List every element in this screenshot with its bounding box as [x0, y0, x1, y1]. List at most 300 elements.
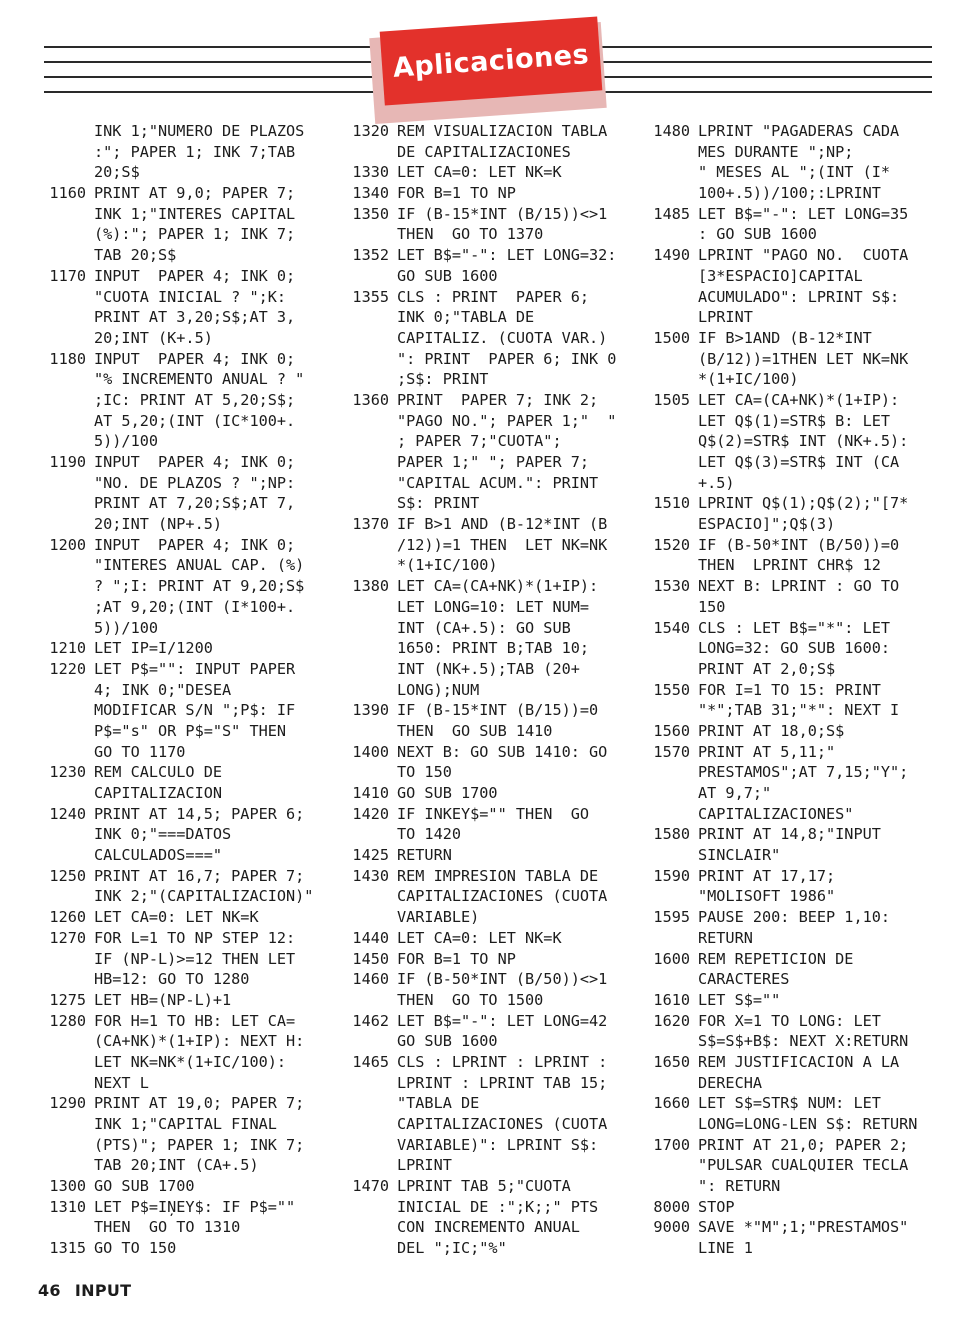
- code-line: [397, 431, 616, 452]
- code-column-1: [49, 121, 314, 1259]
- code-text: (PTS)"; PAPER 1; INK 7;: [94, 1135, 305, 1154]
- code-line: [397, 659, 616, 680]
- code-text: FOR L=1 TO NP STEP 12:: [94, 928, 296, 947]
- code-line: [397, 493, 616, 514]
- code-text: IF (NP-L)>=12 THEN LET: [94, 949, 296, 968]
- line-number: 1310: [49, 1197, 86, 1216]
- code-text: ;AT 9,20;(INT (I*100+.: [94, 597, 296, 616]
- line-number: 1420: [352, 804, 389, 823]
- code-text: LET CA=(CA+NK)*(1+IP):: [397, 577, 599, 596]
- code-text: S$: PRINT: [397, 494, 480, 513]
- code-text: "PAGO NO."; PAPER 1;" ": [397, 411, 617, 430]
- code-text: REM VISUALIZACION TABLA: [397, 122, 608, 140]
- code-line: [397, 535, 616, 556]
- code-text: INK 1;"NUMERO DE PLAZOS: [94, 122, 305, 140]
- code-line: [698, 514, 917, 535]
- code-text: GO TO 1170: [94, 742, 186, 761]
- code-text: LET NK=NK*(1+IC/100):: [94, 1052, 287, 1071]
- code-text: GO SUB 1600: [397, 266, 498, 285]
- line-number: 1340: [352, 184, 389, 203]
- code-line: [653, 949, 917, 970]
- code-text: PRINT AT 17,17;: [698, 866, 836, 885]
- code-text: REM CALCULO DE: [94, 763, 223, 782]
- code-line: [94, 576, 313, 597]
- code-line: [397, 886, 616, 907]
- code-text: DERECHA: [698, 1073, 763, 1092]
- code-line: [49, 1197, 313, 1218]
- line-number: 1530: [653, 577, 690, 596]
- page-number: 46: [38, 1281, 61, 1300]
- code-line: [352, 576, 616, 597]
- code-line: [698, 1073, 917, 1094]
- code-line: [698, 369, 917, 390]
- code-line: [94, 121, 313, 142]
- code-text: FOR X=1 TO LONG: LET: [698, 1011, 881, 1030]
- code-text: 4; INK 0;"DESEA: [94, 680, 232, 699]
- code-text: 1650: PRINT B;TAB 10;: [397, 639, 590, 658]
- code-line: [94, 783, 313, 804]
- code-line: [352, 514, 616, 535]
- code-text: CAPITALIZACIONES": [698, 804, 854, 823]
- code-line: [653, 576, 917, 597]
- line-number: 1440: [352, 928, 389, 947]
- code-line: [653, 1217, 917, 1238]
- code-line: [397, 411, 616, 432]
- code-text: NEXT L: [94, 1073, 149, 1092]
- code-line: [94, 1135, 313, 1156]
- code-line: [653, 1197, 917, 1218]
- line-number: 1240: [49, 804, 86, 823]
- code-text: CALCULADOS===": [94, 846, 223, 865]
- code-line: [653, 1011, 917, 1032]
- code-line: [352, 969, 616, 990]
- code-text: LPRINT "PAGO NO. CUOTA: [698, 246, 909, 265]
- code-line: [397, 307, 616, 328]
- code-line: [698, 1031, 917, 1052]
- code-text: MODIFICAR S/N ";P$: IF: [94, 701, 296, 720]
- code-line: [397, 618, 616, 639]
- code-text: NEXT B: GO SUB 1410: GO: [397, 742, 608, 761]
- code-line: [94, 369, 313, 390]
- code-text: *(1+IC/100): [698, 370, 799, 389]
- code-text: GO SUB 1700: [94, 1177, 195, 1196]
- code-line: [698, 162, 917, 183]
- code-line: [352, 183, 616, 204]
- code-line: [698, 307, 917, 328]
- code-line: [698, 555, 917, 576]
- code-line: [698, 183, 917, 204]
- code-text: GO SUB 1600: [397, 1032, 498, 1051]
- code-text: PAUSE 200: BEEP 1,10:: [698, 908, 891, 927]
- line-number: 1315: [49, 1239, 86, 1258]
- code-line: [397, 349, 616, 370]
- code-line: [94, 162, 313, 183]
- code-line: [352, 1052, 616, 1073]
- code-line: [94, 597, 313, 618]
- code-line: [49, 452, 313, 473]
- code-line: [94, 493, 313, 514]
- code-text: INPUT PAPER 4; INK 0;: [94, 349, 296, 368]
- code-line: [698, 597, 917, 618]
- code-line: [94, 555, 313, 576]
- code-line: [397, 369, 616, 390]
- line-number: 1280: [49, 1011, 86, 1030]
- code-text: INICIAL DE :";K;;" PTS: [397, 1197, 599, 1216]
- code-text: PRINT AT 14,5; PAPER 6;: [94, 804, 305, 823]
- line-number: 1570: [653, 742, 690, 761]
- code-line: [49, 866, 313, 887]
- code-line: [698, 1155, 917, 1176]
- code-text: INT (CA+.5): GO SUB: [397, 618, 571, 637]
- code-text: PRINT AT 3,20;S$;AT 3,: [94, 308, 296, 327]
- line-number: 1190: [49, 453, 86, 471]
- code-text: CARACTERES: [698, 970, 790, 989]
- code-text: LPRINT: [397, 1156, 452, 1175]
- code-line: [94, 1114, 313, 1135]
- code-line: [94, 142, 313, 163]
- code-line: [653, 866, 917, 887]
- line-number: 1220: [49, 659, 86, 678]
- code-text: "NO. DE PLAZOS ? ";NP:: [94, 473, 296, 492]
- code-line: [698, 431, 917, 452]
- code-text: LET CA=0: LET NK=K: [397, 163, 562, 182]
- code-text: IF B>1 AND (B-12*INT (B: [397, 515, 608, 534]
- code-text: (B/12))=1THEN LET NK=NK: [698, 349, 909, 368]
- code-line: [698, 1114, 917, 1135]
- line-number: 1465: [352, 1052, 389, 1071]
- code-text: IF (B-50*INT (B/50))=0: [698, 535, 900, 554]
- code-text: CLS : PRINT PAPER 6;: [397, 287, 590, 306]
- code-text: " MESES AL ";(INT (I*: [698, 163, 891, 182]
- code-text: RETURN: [397, 846, 452, 865]
- code-line: [397, 762, 616, 783]
- line-number: 1355: [352, 287, 389, 306]
- code-line: [94, 1155, 313, 1176]
- code-line: [49, 1093, 313, 1114]
- code-text: INK 0;"===DATOS: [94, 825, 232, 844]
- code-line: [49, 907, 313, 928]
- code-line: [49, 638, 313, 659]
- code-text: INT (NK+.5);TAB (20+: [397, 659, 580, 678]
- line-number: 1230: [49, 763, 86, 782]
- code-text: PRESTAMOS";AT 7,15;"Y";: [698, 763, 909, 782]
- line-number: 1400: [352, 742, 389, 761]
- code-line: [94, 390, 313, 411]
- code-text: LPRINT "PAGADERAS CADA: [698, 122, 900, 140]
- code-line: [49, 535, 313, 556]
- code-text: 150: [698, 597, 726, 616]
- code-text: THEN GO TO 1310: [94, 1218, 241, 1237]
- line-number: 1180: [49, 349, 86, 368]
- code-text: REM REPETICION DE: [698, 949, 854, 968]
- line-number: 1380: [352, 577, 389, 596]
- code-text: "CAPITAL ACUM.": PRINT: [397, 473, 599, 492]
- code-text: CAPITALIZACIONES (CUOTA: [397, 1115, 608, 1133]
- code-line: [653, 204, 917, 225]
- code-text: PRINT AT 5,11;": [698, 742, 836, 761]
- code-line: [397, 1093, 616, 1114]
- code-line: [698, 349, 917, 370]
- code-text: IF (B-15*INT (B/15))<>1: [397, 204, 608, 223]
- code-line: [49, 349, 313, 370]
- code-line: [698, 1238, 917, 1259]
- line-number: 1390: [352, 701, 389, 720]
- code-line: [94, 411, 313, 432]
- code-line: [49, 1176, 313, 1197]
- code-line: [49, 659, 313, 680]
- line-number: 1450: [352, 949, 389, 968]
- line-number: 1160: [49, 184, 86, 203]
- line-number: 8000: [653, 1197, 690, 1216]
- code-text: SAVE *"M";1;"PRESTAMOS": [698, 1218, 909, 1237]
- code-text: CON INCREMENTO ANUAL: [397, 1218, 580, 1237]
- code-line: [698, 700, 917, 721]
- page-footer: [38, 1281, 145, 1300]
- line-number: 1300: [49, 1177, 86, 1196]
- code-line: [352, 390, 616, 411]
- code-text: LET B$="-": LET LONG=42: [397, 1011, 608, 1030]
- code-line: [352, 928, 616, 949]
- code-text: LPRINT TAB 5;"CUOTA: [397, 1177, 571, 1196]
- code-line: [698, 411, 917, 432]
- line-number: 1485: [653, 204, 690, 223]
- line-number: 1210: [49, 639, 86, 658]
- code-text: VARIABLE): [397, 908, 480, 927]
- code-line: [94, 742, 313, 763]
- code-text: LET S$=STR$ NUM: LET: [698, 1094, 881, 1113]
- code-text: "*";TAB 31;"*": NEXT I: [698, 701, 900, 720]
- code-text: LONG=32: GO SUB 1600:: [698, 639, 891, 658]
- code-line: [94, 473, 313, 494]
- code-text: LET P$=IŅEY$: IF P$="": [94, 1197, 296, 1216]
- line-number: 1275: [49, 990, 86, 1009]
- code-text: :"; PAPER 1; INK 7;TAB: [94, 142, 296, 161]
- line-number: 1595: [653, 908, 690, 927]
- line-number: 1540: [653, 618, 690, 637]
- line-number: 1505: [653, 390, 690, 409]
- code-line: [352, 845, 616, 866]
- code-line: [698, 845, 917, 866]
- code-line: [352, 204, 616, 225]
- code-line: [397, 224, 616, 245]
- code-text: VARIABLE)": LPRINT S$:: [397, 1135, 599, 1154]
- code-text: 5))/100: [94, 618, 159, 637]
- code-text: [3*ESPACIO]CAPITAL: [698, 266, 863, 285]
- line-number: 1350: [352, 204, 389, 223]
- code-line: [653, 824, 917, 845]
- code-text: HB=12: GO TO 1280: [94, 970, 250, 989]
- code-text: AT 5,20;(INT (IC*100+.: [94, 411, 296, 430]
- code-text: LET HB=(NP-L)+1: [94, 990, 232, 1009]
- code-text: MES DURANTE ";NP;: [698, 142, 854, 161]
- code-line: [698, 804, 917, 825]
- code-text: AT 9,7;": [698, 784, 772, 802]
- code-text: TAB 20;S$: [94, 246, 177, 265]
- code-text: TO 150: [397, 763, 452, 782]
- code-text: NEXT B: LPRINT : GO TO: [698, 577, 900, 596]
- line-number: 1650: [653, 1052, 690, 1071]
- code-text: LPRINT : LPRINT TAB 15;: [397, 1073, 608, 1092]
- section-title: Aplicaciones: [391, 38, 591, 84]
- code-line: [653, 618, 917, 639]
- code-line: [94, 287, 313, 308]
- code-line: [653, 721, 917, 742]
- code-text: LET B$="-": LET LONG=32:: [397, 246, 617, 265]
- code-line: [352, 783, 616, 804]
- code-text: PRINT AT 2,0;S$: [698, 659, 836, 678]
- code-line: [49, 928, 313, 949]
- code-text: ;IC: PRINT AT 5,20;S$;: [94, 390, 296, 409]
- code-text: LET S$="": [698, 990, 781, 1009]
- code-line: [94, 204, 313, 225]
- code-line: [653, 493, 917, 514]
- code-line: [94, 886, 313, 907]
- code-line: [397, 1155, 616, 1176]
- code-line: [94, 721, 313, 742]
- code-line: [397, 597, 616, 618]
- code-text: LET CA=(CA+NK)*(1+IP):: [698, 390, 900, 409]
- code-text: CAPITALIZACIONES (CUOTA: [397, 887, 608, 906]
- code-line: [653, 245, 917, 266]
- code-text: TAB 20;INT (CA+.5): [94, 1156, 259, 1175]
- code-column-2: [352, 121, 617, 1259]
- code-text: LET Q$(3)=STR$ INT (CA: [698, 453, 900, 471]
- code-text: CLS : LPRINT : LPRINT :: [397, 1052, 608, 1071]
- code-text: "PULSAR CUALQUIER TECLA: [698, 1156, 909, 1175]
- code-text: REM JUSTIFICACION A LA: [698, 1052, 900, 1071]
- code-text: 20;S$: [94, 163, 140, 182]
- line-number: 1700: [653, 1135, 690, 1154]
- code-text: THEN GO TO 1500: [397, 990, 544, 1009]
- code-line: [698, 659, 917, 680]
- code-text: "% INCREMENTO ANUAL ? ": [94, 370, 305, 389]
- code-line: [698, 928, 917, 949]
- code-text: (%):"; PAPER 1; INK 7;: [94, 225, 296, 244]
- code-line: [653, 535, 917, 556]
- code-line: [94, 224, 313, 245]
- code-line: [698, 142, 917, 163]
- code-text: INK 0;"TABLA DE: [397, 308, 535, 327]
- code-text: LONG);NUM: [397, 680, 480, 699]
- code-line: [352, 287, 616, 308]
- code-line: [397, 1197, 616, 1218]
- code-line: [698, 224, 917, 245]
- code-line: [653, 1135, 917, 1156]
- code-text: PRINT PAPER 7; INK 2;: [397, 390, 599, 409]
- code-line: [397, 1135, 616, 1156]
- code-text: IF (B-15*INT (B/15))=0: [397, 701, 599, 720]
- code-text: /12))=1 THEN LET NK=NK: [397, 535, 608, 554]
- code-line: [397, 680, 616, 701]
- code-text: LONG=LONG-LEN S$: RETURN: [698, 1115, 918, 1133]
- code-text: GO TO 150: [94, 1239, 177, 1258]
- line-number: 1510: [653, 494, 690, 513]
- code-text: : GO SUB 1600: [698, 225, 817, 244]
- code-text: "INTERES ANUAL CAP. (%): [94, 556, 305, 575]
- line-number: 1480: [653, 122, 690, 140]
- code-text: LINE 1: [698, 1239, 753, 1258]
- code-line: [397, 266, 616, 287]
- code-text: THEN GO TO 1370: [397, 225, 544, 244]
- code-line: [352, 949, 616, 970]
- code-line: [94, 1031, 313, 1052]
- code-text: *(1+IC/100): [397, 556, 498, 575]
- code-text: ; PAPER 7;"CUOTA";: [397, 432, 562, 451]
- code-line: [397, 721, 616, 742]
- line-number: 1620: [653, 1011, 690, 1030]
- code-line: [49, 183, 313, 204]
- code-line: [397, 907, 616, 928]
- code-text: INPUT PAPER 4; INK 0;: [94, 266, 296, 285]
- code-text: REM IMPRESION TABLA DE: [397, 866, 599, 885]
- code-line: [94, 514, 313, 535]
- code-line: [352, 162, 616, 183]
- code-line: [397, 1217, 616, 1238]
- code-text: LET CA=0: LET NK=K: [397, 928, 562, 947]
- code-text: LET P$="": INPUT PAPER: [94, 659, 296, 678]
- code-text: CAPITALIZACION: [94, 784, 223, 802]
- code-line: [49, 990, 313, 1011]
- code-text: 5))/100: [94, 432, 159, 451]
- code-line: [352, 1011, 616, 1032]
- code-line: [397, 1114, 616, 1135]
- line-number: 1360: [352, 390, 389, 409]
- code-text: PRINT AT 16,7; PAPER 7;: [94, 866, 305, 885]
- code-text: (CA+NK)*(1+IP): NEXT H:: [94, 1032, 305, 1051]
- code-line: [352, 804, 616, 825]
- code-line: [397, 1238, 616, 1259]
- code-line: [49, 762, 313, 783]
- code-text: LPRINT Q$(1);Q$(2);"[7*: [698, 494, 909, 513]
- code-text: IF INKEY$="" THEN GO: [397, 804, 590, 823]
- line-number: 9000: [653, 1218, 690, 1237]
- code-text: PRINT AT 14,8;"INPUT: [698, 825, 881, 844]
- code-text: "MOLISOFT 1986": [698, 887, 836, 906]
- line-number: 1600: [653, 949, 690, 968]
- code-text: INPUT PAPER 4; INK 0;: [94, 535, 296, 554]
- code-text: DEL ";IC;"%": [397, 1239, 507, 1258]
- code-text: CLS : LET B$="*": LET: [698, 618, 891, 637]
- code-line: [397, 990, 616, 1011]
- code-column-3: [653, 121, 918, 1259]
- line-number: 1660: [653, 1094, 690, 1113]
- code-line: [653, 328, 917, 349]
- code-text: LET B$="-": LET LONG=35: [698, 204, 909, 223]
- code-text: 100+.5))/100;:LPRINT: [698, 184, 881, 203]
- line-number: 1550: [653, 680, 690, 699]
- code-line: [653, 907, 917, 928]
- code-line: [653, 742, 917, 763]
- code-line: [653, 680, 917, 701]
- code-text: STOP: [698, 1197, 735, 1216]
- code-line: [94, 680, 313, 701]
- code-line: [94, 307, 313, 328]
- code-text: SINCLAIR": [698, 846, 781, 865]
- line-number: 1500: [653, 328, 690, 347]
- code-text: INPUT PAPER 4; INK 0;: [94, 453, 296, 471]
- code-line: [352, 245, 617, 266]
- code-text: FOR B=1 TO NP: [397, 184, 516, 203]
- line-number: 1410: [352, 784, 389, 802]
- code-line: [94, 618, 313, 639]
- code-text: PAPER 1;" "; PAPER 7;: [397, 453, 590, 471]
- code-text: GO SUB 1700: [397, 784, 498, 802]
- code-line: [352, 742, 616, 763]
- code-text: S$=S$+B$: NEXT X:RETURN: [698, 1032, 909, 1051]
- code-text: LPRINT: [698, 308, 753, 327]
- code-line: [352, 121, 616, 142]
- line-number: 1460: [352, 970, 389, 989]
